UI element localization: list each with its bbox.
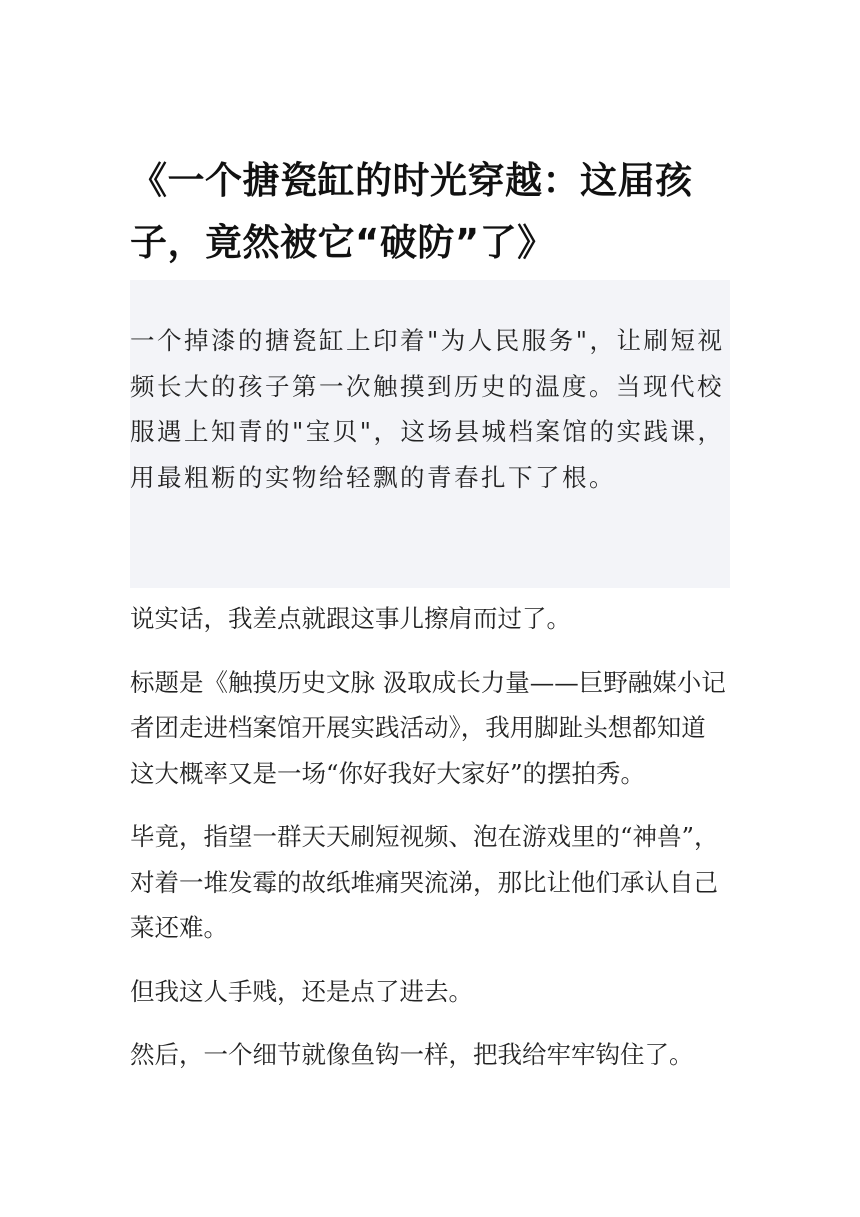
article-summary: 一个掉漆的搪瓷缸上印着"为人民服务"，让刷短视频长大的孩子第一次触摸到历史的温度。当现代校服遇上知青的"宝贝"，这场县城档案馆的实践课，用最粗粝的实物给轻飘的青春扎下了根。 xyxy=(130,280,730,588)
paragraph: 说实话，我差点就跟这事儿擦肩而过了。 xyxy=(130,604,571,633)
article xyxy=(130,150,730,1096)
article-title: 《一个搪瓷缸的时光穿越：这届孩子，竟然被它“破防”了》 xyxy=(130,159,693,264)
article-body xyxy=(130,596,730,1078)
paragraph: 然后，一个细节就像鱼钩一样，把我给牢牢钩住了。 xyxy=(130,1040,694,1069)
paragraph: 但我这人手贱，还是点了进去。 xyxy=(130,976,473,1006)
paragraph: 毕竟，指望一群天天刷短视频、泡在游戏里的“神兽”，对着一堆发霉的故纸堆痛哭流涕，那比让他们承认自己菜还难。 xyxy=(130,822,719,942)
paragraph: 标题是《触摸历史文脉 汲取成长力量——巨野融媒小记者团走进档案馆开展实践活动》，我用脚趾头想都知道这大概率又是一场“你好我好大家好”的摆拍秀。 xyxy=(130,667,726,788)
